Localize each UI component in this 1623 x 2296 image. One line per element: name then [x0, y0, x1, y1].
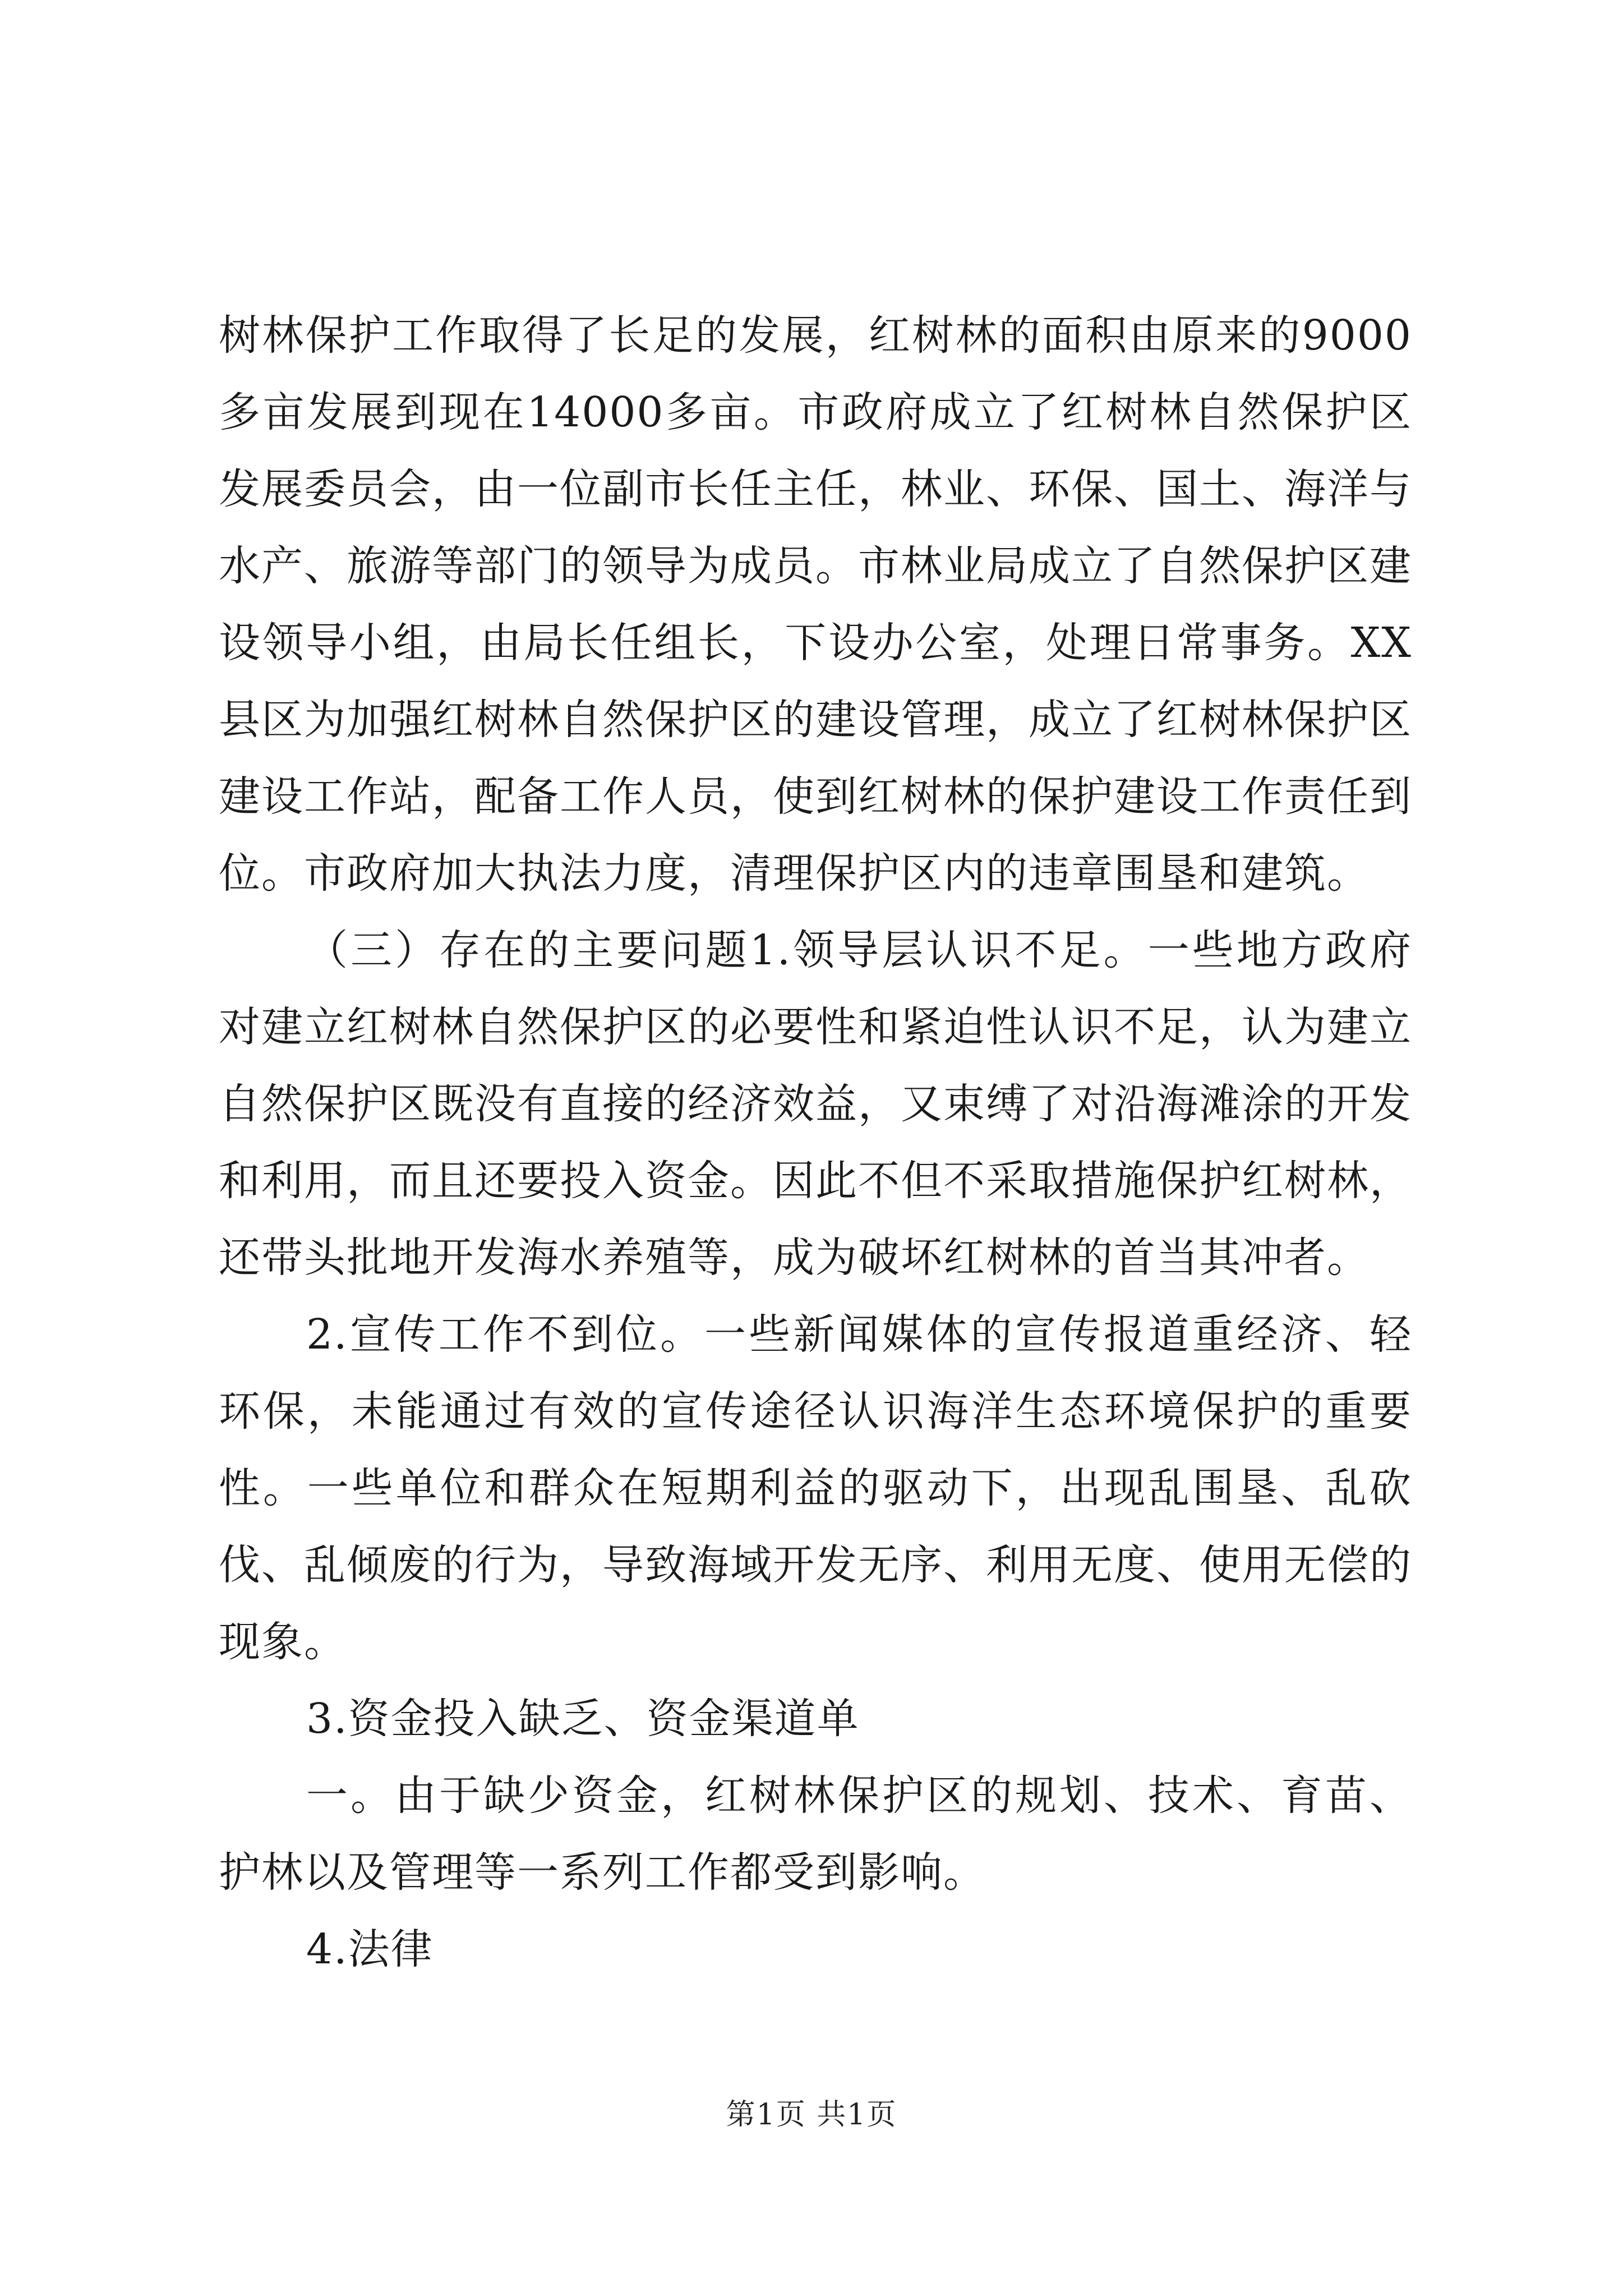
- paragraph-4: 3.资金投入缺乏、资金渠道单: [306, 1695, 860, 1743]
- paragraph-6: 4.法律: [306, 1925, 434, 1973]
- paragraph-5: 一。由于缺少资金，红树林保护区的规划、技术、育苗、护林以及管理等一系列工作都受到影响。: [219, 1772, 1412, 1897]
- paragraph-3: 2.宣传工作不到位。一些新闻媒体的宣传报道重经济、轻环保，未能通过有效的宣传途径认识海洋生态环境保护的重要性。一些单位和群众在短期利益的驱动下，出现乱围垦、乱砍伐、乱倾废的行为，导致海域开发无序、利用无度、使用无偿的现象。: [219, 1310, 1412, 1666]
- page-footer: [0, 2095, 1623, 2134]
- document-body: [219, 297, 1412, 1988]
- paragraph-1: 树林保护工作取得了长足的发展，红树林的面积由原来的9000多亩发展到现在14000多亩。市政府成立了红树林自然保护区发展委员会，由一位副市长任主任，林业、环保、国土、海洋与水产、旅游等部门的领导为成员。市林业局成立了自然保护区建设领导小组，由局长任组长，下设办公室，处理日常事务。XX县区为加强红树林自然保护区的建设管理，成立了红树林保护区建设工作站，配备工作人员，使到红树林的保护建设工作责任到位。市政府加大执法力度，清理保护区内的违章围垦和建筑。: [219, 311, 1412, 898]
- page-number-label: 第1页 共1页: [726, 2098, 897, 2132]
- paragraph-2: （三）存在的主要问题1.领导层认识不足。一些地方政府对建立红树林自然保护区的必要性和紧迫性认识不足，认为建立自然保护区既没有直接的经济效益，又束缚了对沿海滩涂的开发和利用，而且还要投入资金。因此不但不采取措施保护红树林，还带头批地开发海水养殖等，成为破坏红树林的首当其冲者。: [219, 926, 1412, 1282]
